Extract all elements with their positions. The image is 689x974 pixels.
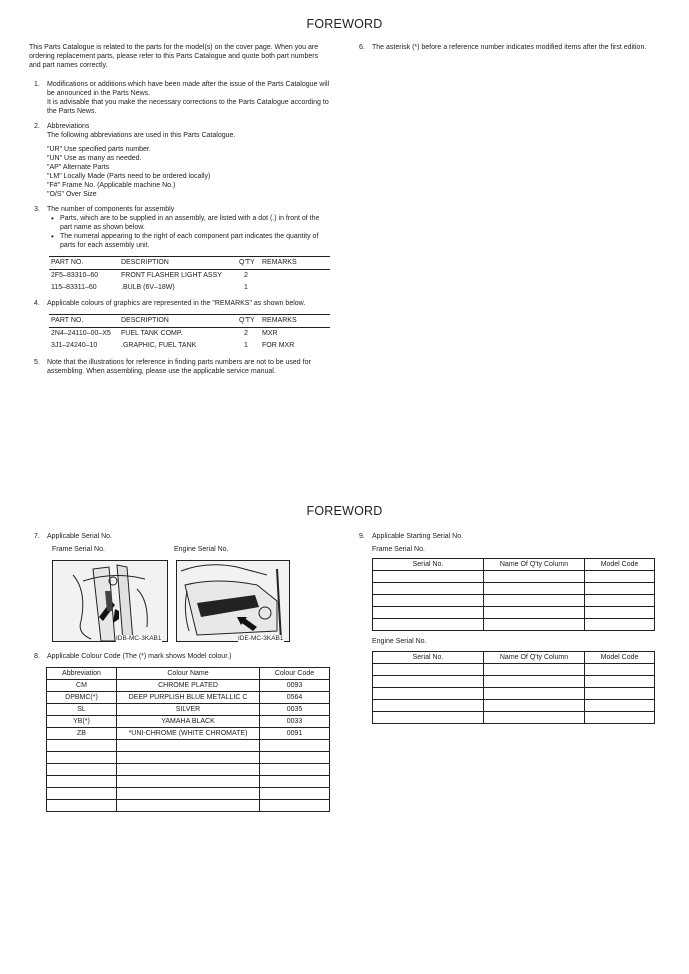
cell-remarks: MXR [262,330,278,337]
cell-serial-no [373,619,484,631]
cell-colour-code: 0564 [260,692,330,704]
cell-abbreviation [47,752,117,764]
cell-part-no: 2F5–83310–60 [51,272,99,279]
item-7-number: 7. [34,533,40,540]
cell-serial-no [373,676,484,688]
header-qty-column: Name Of Q'ty Column [484,652,585,664]
item-7 [34,532,331,541]
cell-serial-no [373,688,484,700]
abbreviation-list [47,145,331,199]
cell-abbreviation [47,740,117,752]
cell-model-code [585,583,655,595]
cell-qty: 1 [244,342,248,349]
cell-qty: 2 [244,330,248,337]
table-row [47,788,330,800]
cell-model-code [585,664,655,676]
item-9-number: 9. [359,533,365,540]
cell-colour-code [260,788,330,800]
item-1-line2: It is advisable that you make the necessary corrections to the Parts Catalogue according to the Parts News. [47,99,329,115]
engine-serial-photo [176,560,290,642]
table-row [47,680,330,692]
cell-serial-no [373,595,484,607]
table-row [47,752,330,764]
cell-abbreviation [47,788,117,800]
table-row [373,571,655,583]
table-row [373,664,655,676]
abbreviation-item: "UN" Use as many as needed. [47,155,142,162]
page-title-top: FOREWORD [306,17,383,31]
table-row [47,716,330,728]
table-row [47,728,330,740]
cell-qty-column [484,583,585,595]
header-qty: Q'TY [237,257,260,270]
item-4-number: 4. [34,300,40,307]
header-qty: Q'TY [237,315,260,328]
item-2 [34,122,331,199]
item-6-text: The asterisk (*) before a reference number indicates modified items after the first edition. [372,44,647,51]
abbreviation-item: "LM" Locally Made (Parts need to be ordered locally) [47,173,211,180]
cell-model-code [585,571,655,583]
item-1 [34,80,331,116]
header-part-no: PART NO. [49,315,119,328]
page-title-bottom: FOREWORD [306,504,383,518]
table-row [49,328,330,341]
cell-part-no: 2N4–24110–00–X5 [51,330,111,337]
cell-colour-name [117,764,260,776]
table-row [373,712,655,724]
item-8 [34,652,337,661]
engine-serial-label: Engine Serial No. [174,546,229,553]
item-5-number: 5. [34,359,40,366]
table-row [47,704,330,716]
item-3-number: 3. [34,206,40,213]
table-row [373,619,655,631]
cell-qty: 2 [244,272,248,279]
starting-engine-serial-table [372,651,655,724]
starting-frame-serial-table [372,558,655,631]
item-7-title: Applicable Serial No. [47,533,112,540]
cell-remarks [260,270,330,283]
abbreviation-item: "UR" Use specified parts number. [47,146,151,153]
cell-qty-column [484,664,585,676]
abbreviation-item: "AP" Alternate Parts [47,164,110,171]
cell-serial-no [373,583,484,595]
cell-model-code [585,712,655,724]
frame-photo-caption: IDB-MC-3KAB1 [116,635,162,642]
cell-colour-code: 0035 [260,704,330,716]
header-serial-no: Serial No. [373,652,484,664]
starting-frame-serial-label: Frame Serial No. [372,546,425,553]
cell-model-code [585,619,655,631]
header-serial-no: Serial No. [373,559,484,571]
header-colour-code: Colour Code [260,668,330,680]
cell-colour-code: 0093 [260,680,330,692]
table-row [47,800,330,812]
cell-description: .BULB (6V–18W) [121,284,175,291]
frame-serial-label: Frame Serial No. [52,546,105,553]
cell-model-code [585,688,655,700]
cell-description: FRONT FLASHER LIGHT ASSY [121,272,222,279]
item-2-desc: The following abbreviations are used in this Parts Catalogue. [47,132,236,139]
cell-qty-column [484,676,585,688]
frame-serial-photo [52,560,168,642]
item-8-title: Applicable Colour Code (The (*) mark shows Model colour.) [47,653,232,660]
cell-colour-name: YAMAHA BLACK [117,716,260,728]
starting-engine-serial-label: Engine Serial No. [372,638,427,645]
header-description: DESCRIPTION [119,315,237,328]
table-row [373,595,655,607]
table-row [49,282,330,294]
cell-description: .GRAPHIC, FUEL TANK [121,342,197,349]
cell-abbreviation: YB(*) [47,716,117,728]
table-row [47,740,330,752]
cell-serial-no [373,571,484,583]
cell-abbreviation [47,800,117,812]
cell-part-no: 115–83311–60 [51,284,97,291]
table-header-row [373,652,655,664]
cell-qty-column [484,595,585,607]
assembly-example-table [49,256,330,294]
cell-serial-no [373,664,484,676]
cell-qty-column [484,607,585,619]
cell-description: FUEL TANK COMP. [121,330,183,337]
header-abbreviation: Abbreviation [47,668,117,680]
frame-illustration-icon [53,561,168,642]
cell-abbreviation [47,776,117,788]
cell-colour-name [117,800,260,812]
header-part-no: PART NO. [49,257,119,270]
header-colour-name: Colour Name [117,668,260,680]
cell-remarks: FOR MXR [262,342,295,349]
header-model-code: Model Code [585,559,655,571]
item-6 [359,43,672,52]
engine-illustration-icon [177,561,290,642]
cell-colour-code: 0033 [260,716,330,728]
table-header-row [49,315,330,328]
item-2-number: 2. [34,123,40,130]
cell-abbreviation [47,764,117,776]
header-remarks: REMARKS [260,315,330,328]
table-row [47,776,330,788]
table-row [49,270,330,283]
cell-colour-code [260,752,330,764]
cell-colour-name: *UNI-CHROME (WHITE CHROMATE) [117,728,260,740]
cell-colour-name [117,752,260,764]
cell-colour-name: CHROME PLATED [117,680,260,692]
cell-model-code [585,595,655,607]
intro-paragraph: This Parts Catalogue is related to the parts for the model(s) on the cover page. When you are ordering replacement parts, please refer to this Parts Catalogue and quote both part numbers and part names correctly. [29,44,319,69]
cell-colour-name: DEEP PURPLISH BLUE METALLIC C [117,692,260,704]
table-row [373,676,655,688]
cell-colour-code [260,800,330,812]
cell-colour-name [117,788,260,800]
item-5 [34,358,331,376]
item-2-title: Abbreviations [47,123,90,130]
cell-qty-column [484,619,585,631]
abbreviation-item: "F#" Frame No. (Applicable machine No.) [47,182,176,189]
cell-qty: 1 [244,284,248,291]
cell-serial-no [373,607,484,619]
item-1-line1: Modifications or additions which have been made after the issue of the Parts Catalogue will be announced in the Parts News. [47,81,330,97]
cell-qty-column [484,700,585,712]
cell-serial-no [373,700,484,712]
abbreviation-item: "O/S" Over Size [47,191,97,198]
cell-qty-column [484,571,585,583]
table-row [49,340,330,352]
cell-colour-name [117,740,260,752]
cell-qty-column [484,712,585,724]
table-header-row [49,257,330,270]
item-3 [34,205,331,250]
cell-qty-column [484,688,585,700]
cell-abbreviation: DPBMC(*) [47,692,117,704]
table-row [373,607,655,619]
table-row [47,692,330,704]
item-3-bullet-2: • The numeral appearing to the right of each component part indicates the quantity of parts for each assembly unit. [51,232,331,250]
cell-colour-code [260,740,330,752]
cell-abbreviation: ZB [47,728,117,740]
table-row [373,583,655,595]
cell-colour-name: SILVER [117,704,260,716]
cell-abbreviation: SL [47,704,117,716]
cell-colour-code: 0091 [260,728,330,740]
header-remarks: REMARKS [260,257,330,270]
item-4 [34,299,331,308]
table-header-row [47,668,330,680]
cell-model-code [585,676,655,688]
header-description: DESCRIPTION [119,257,237,270]
colour-graphics-table [49,314,330,352]
item-6-number: 6. [359,44,365,51]
item-9 [359,532,662,541]
cell-model-code [585,607,655,619]
table-header-row [373,559,655,571]
cell-colour-name [117,776,260,788]
table-row [373,688,655,700]
cell-remarks [260,282,330,294]
cell-part-no: 3J1–24240–10 [51,342,98,349]
item-8-number: 8. [34,653,40,660]
cell-serial-no [373,712,484,724]
item-9-title: Applicable Starting Serial No. [372,533,464,540]
item-3-bullet-1: • Parts, which are to be supplied in an assembly, are listed with a dot (.) in front of the part name as shown below. [51,214,331,232]
engine-photo-caption: IDE-MC-3KAB1 [238,635,284,642]
table-row [373,700,655,712]
cell-abbreviation: CM [47,680,117,692]
cell-model-code [585,700,655,712]
item-1-number: 1. [34,81,40,88]
colour-code-table [46,667,330,812]
cell-colour-code [260,764,330,776]
cell-colour-code [260,776,330,788]
header-model-code: Model Code [585,652,655,664]
table-row [47,764,330,776]
item-5-text: Note that the illustrations for reference in finding parts numbers are not to be used for assembling. When assembling, please use the applicable service manual. [47,359,311,375]
item-4-text: Applicable colours of graphics are represented in the "REMARKS" as shown below. [47,300,306,307]
header-qty-column: Name Of Q'ty Column [484,559,585,571]
item-3-title: The number of components for assembly [47,206,175,213]
